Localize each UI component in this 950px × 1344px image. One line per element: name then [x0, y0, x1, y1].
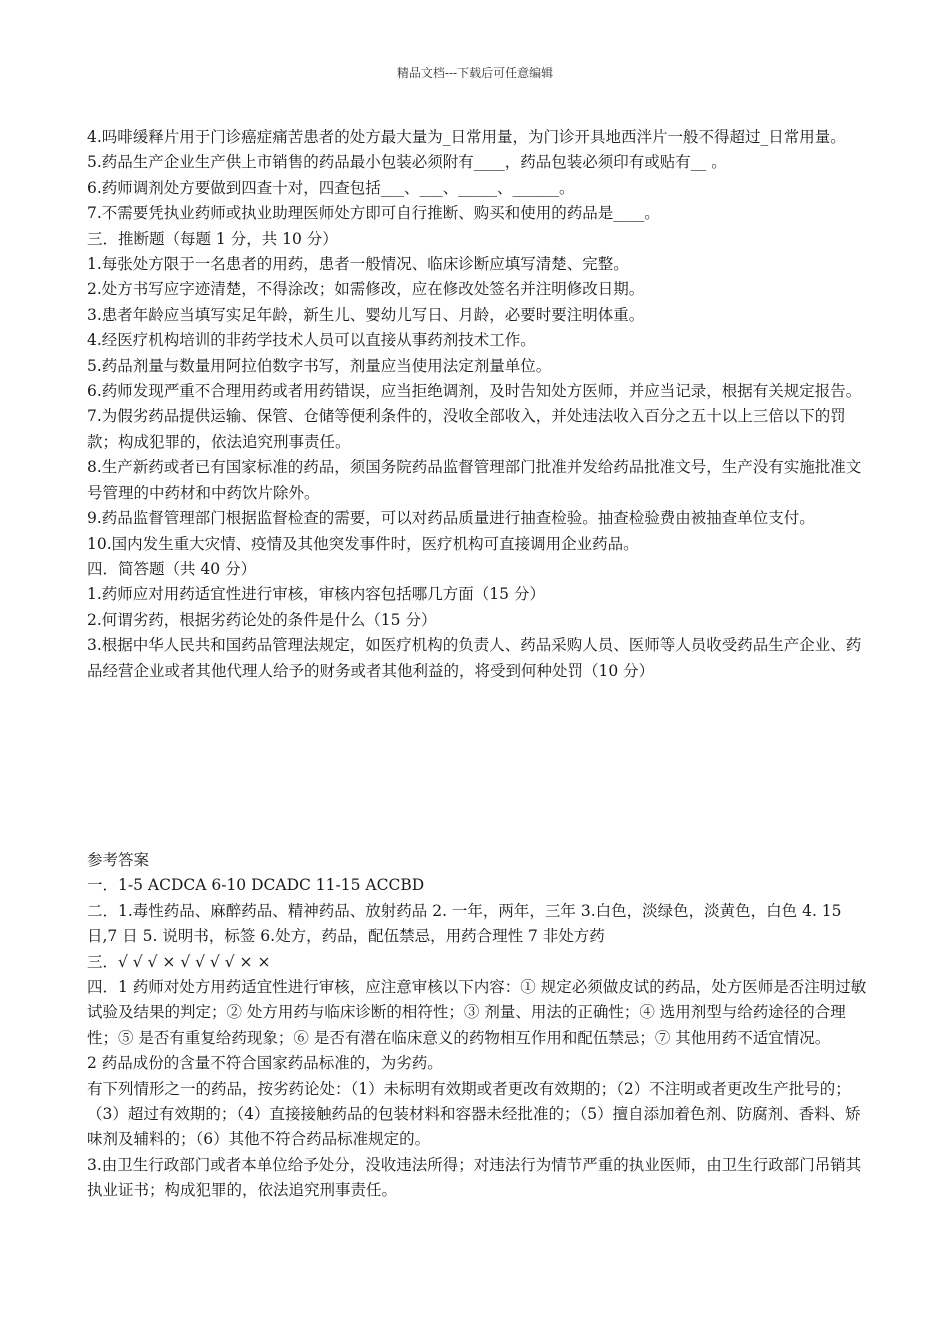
section-heading: 三．推断题（每题 1 分，共 10 分） — [87, 229, 338, 248]
answer-line: 四．1 药师对处方用药适宜性进行审核，应注意审核以下内容：① 规定必须做皮试的药品，处方医师是否注明过敏试验及结果的判定；② 处方用药与临床诊断的相符性；③ 剂量、用法的正确性；④ 选用剂型与给药途径的合理性；⑤ 是否有重复给药现象；⑥ 是否有潜在临床意义的药物相互作用和配伍禁忌；⑦ 其他用药不适宜情况。 — [87, 978, 867, 1047]
answer-line: 3.由卫生行政部门或者本单位给予处分，没收违法所得；对违法行为情节严重的执业医师，由卫生行政部门吊销其执业证书；构成犯罪的，依法追究刑事责任。 — [87, 1155, 862, 1200]
answer-line: 三．√ √ √ × √ √ √ √ × × — [87, 952, 271, 971]
answers-title: 参考答案 — [87, 851, 150, 869]
question-line: 7.不需要凭执业药师或执业助理医师处方即可自行推断、购买和使用的药品是____。 — [87, 204, 660, 223]
question-line: 5.药品剂量与数量用阿拉伯数字书写，剂量应当使用法定剂量单位。 — [87, 356, 552, 375]
question-line: 6.药师调剂处方要做到四查十对，四查包括___、___、_____、______。 — [87, 178, 575, 197]
question-line: 6.药师发现严重不合理用药或者用药错误，应当拒绝调剂，及时告知处方医师，并应当记录，根据有关规定报告。 — [87, 382, 862, 401]
questions-section — [87, 125, 872, 684]
question-line: 1.药师应对用药适宜性进行审核，审核内容包括哪几方面（15 分） — [87, 585, 545, 604]
page-header: 精品文档---下载后可任意编辑 — [396, 66, 554, 80]
answer-line: 二．1.毒性药品、麻醉药品、精神药品、放射药品 2. 一年，两年，三年 3.白色，淡绿色，淡黄色，白色 4. 15 日,7 日 5. 说明书，标签 6.处方，药品，配伍禁忌，用药合理性 7 非处方药 — [87, 901, 842, 946]
question-line: 4.吗啡缓释片用于门诊癌症痛苦患者的处方最大量为_日常用量，为门诊开具地西泮片一般不得超过_日常用量。 — [87, 128, 846, 146]
question-line: 1.每张处方限于一名患者的用药，患者一般情况、临床诊断应填写清楚、完整。 — [87, 255, 629, 274]
answer-line: 2 药品成份的含量不符合国家药品标准的，为劣药。 — [87, 1054, 443, 1073]
question-line: 2.处方书写应字迹清楚，不得涂改；如需修改，应在修改处签名并注明修改日期。 — [87, 280, 645, 299]
question-line: 8.生产新药或者已有国家标准的药品，须国务院药品监督管理部门批准并发给药品批准文号，生产没有实施批准文号管理的中药材和中药饮片除外。 — [87, 458, 862, 502]
section-heading: 四．简答题（共 40 分） — [87, 559, 257, 578]
question-line: 3.患者年龄应当填写实足年龄，新生儿、婴幼儿写日、月龄，必要时要注明体重。 — [87, 305, 645, 324]
question-line: 2.何谓劣药，根据劣药论处的条件是什么（15 分） — [87, 610, 437, 629]
question-line: 3.根据中华人民共和国药品管理法规定，如医疗机构的负责人、药品采购人员、医师等人员收受药品生产企业、药品经营企业或者其他代理人给予的财务或者其他利益的，将受到何种处罚（10 分） — [87, 636, 862, 680]
question-line: 5.药品生产企业生产供上市销售的药品最小包装必须附有____，药品包装必须印有或贴有__ 。 — [87, 153, 727, 172]
answer-line: 有下列情形之一的药品，按劣药论处：（1）未标明有效期或者更改有效期的；（2）不注明或者更改生产批号的；（3）超过有效期的；（4）直接接触药品的包装材料和容器未经批准的；（5）擅自添加着色剂、防腐剂、香料、矫味剂及辅料的；（6）其他不符合药品标准规定的。 — [87, 1079, 861, 1149]
question-line: 4.经医疗机构培训的非药学技术人员可以直接从事药剂技术工作。 — [87, 331, 536, 350]
answers-section — [87, 848, 872, 1204]
answer-line: 一．1-5 ACDCA 6-10 DCADC 11-15 ACCBD — [87, 876, 425, 895]
question-line: 9.药品监督管理部门根据监督检查的需要，可以对药品质量进行抽查检验。抽查检验费由被抽查单位支付。 — [87, 509, 815, 528]
question-line: 10.国内发生重大灾情、疫情及其他突发事件时，医疗机构可直接调用企业药品。 — [87, 534, 639, 553]
question-line: 7.为假劣药品提供运输、保管、仓储等便利条件的，没收全部收入，并处违法收入百分之五十以上三倍以下的罚款；构成犯罪的，依法追究刑事责任。 — [87, 407, 846, 451]
